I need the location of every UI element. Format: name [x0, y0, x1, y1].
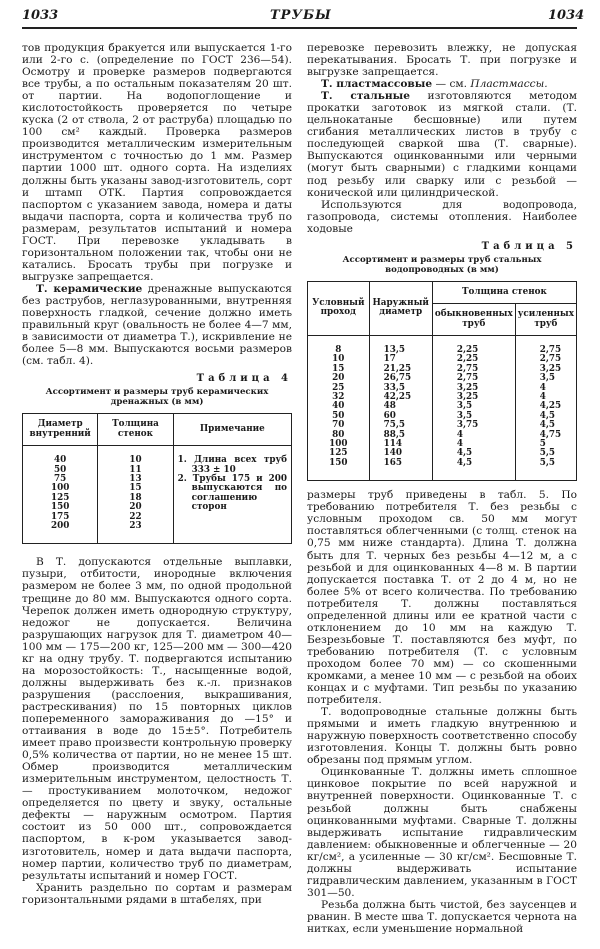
column-header: Примечание: [173, 414, 291, 446]
cell-value: 3,75: [456, 420, 479, 431]
cell-value: 4: [456, 429, 463, 440]
notes-cell: [173, 446, 291, 544]
cell-value: 70: [332, 420, 345, 431]
paragraph: Т. водопроводные стальные должны быть прямыми и иметь гладкую внутреннюю и наружную поверхность соответственно способу изготовления. Концы Т. должны быть ровно обрезаны под прямым углом.: [307, 706, 577, 767]
note-item: 1. Длина всех труб 333 ± 10: [177, 455, 287, 475]
paragraph: [22, 283, 292, 367]
cell-value: 4,25: [539, 401, 562, 412]
cell-value: 4,5: [539, 420, 556, 431]
cell-value: 165: [383, 457, 402, 468]
cell-value: 17: [383, 354, 396, 365]
column-group-header: Толщина стенок: [432, 281, 576, 303]
cell-value: 20: [332, 373, 345, 384]
paragraph: Резьба должна быть чистой, без заусенцев и рванин. В месте шва Т. допускается чернота на нитках, если уменьшение нормальной: [307, 898, 577, 935]
cell-value: 33,5: [383, 382, 406, 393]
note-item: 2. Трубы 175 и 200 выпускаются по соглашению сторон: [177, 473, 287, 513]
cell-value: 3,5: [456, 401, 473, 412]
cell-value: 18: [129, 492, 142, 503]
paragraph: [307, 90, 577, 198]
cell-value: 2,25: [456, 345, 479, 356]
table-caption: Ассортимент и размеры труб стальных водопроводных (в мм): [342, 254, 542, 275]
paragraph: Хранить раздельно по сортам и размерам горизонтальными рядами в штабелях, при: [22, 881, 292, 906]
nominal-bore-cell: [308, 336, 370, 481]
cell-value: 3,25: [456, 382, 479, 393]
cell-value: 5,5: [539, 457, 556, 468]
cell-value: 22: [129, 511, 142, 522]
cell-value: 42,25: [383, 392, 412, 403]
paragraph: тов продукция бракуется или выпускается 1-го или 2-го с. (определение по ГОСТ 236—54). Осмотру и проверке размеров подвергаются все трубы, а по остальным показателям 20 шт. от партии. На водопоглощение и кислотостойкость проверяется по четыре куска (2 от ствола, 2 от раструба) площадью по 100 см² каждый. Проверка размеров производится металлическим измерительным инструментом с точностью до 1 мм. Размер партии 1000 шт. одного сорта. На изделиях должны быть указаны завод-изготовитель, сорт и штамп ОТК. Партия сопровождается паспортом с указанием завода, номера и даты выдачи паспорта, сорта и количества труб по размерам, результатов испытаний и номера ГОСТ. При перевозке укладывать в горизонтальном положении так, чтобы они не катались. Бросать трубы при погрузке и выгрузке запрещается.: [22, 42, 292, 283]
cell-value: 4,5: [456, 448, 473, 459]
paragraph: перевозке перевозить влежку, не допуская перекатывания. Бросать Т. при погрузке и выгрузке запрещается.: [307, 42, 577, 79]
running-title: ТРУБЫ: [270, 8, 332, 23]
paragraph-text: — см.: [432, 78, 471, 91]
table-ceramic-pipes: [22, 413, 292, 544]
ordinary-wall-cell: [432, 336, 515, 481]
paragraph-text: дренажные выпускаются без раструбов, неглазурованными, внутренняя поверхность гладкой, сечение должно иметь правильный круг (овальность не более 4—7 мм, в зависимости от диаметра Т.), искривление не более 5—8 мм. Выпускаются восьми размеров (см. табл. 4).: [22, 282, 292, 368]
column-header: Условный проход: [308, 281, 370, 335]
column-header: обыкновенных труб: [432, 304, 515, 336]
cell-value: 125: [329, 448, 348, 459]
cell-value: 4: [456, 439, 463, 450]
cross-reference: Пластмассы.: [470, 78, 548, 91]
cell-value: 150: [329, 457, 348, 468]
thickness-cell: [98, 446, 173, 544]
cell-value: 3,5: [456, 410, 473, 421]
reinforced-wall-cell: [515, 336, 576, 481]
column-header: усиленных труб: [515, 304, 576, 336]
cell-value: 75,5: [383, 420, 406, 431]
paragraph: размеры труб приведены в табл. 5. По требованию потребителя Т. без резьбы с условным проходом св. 50 мм могут поставляться облегченными (с толщ. стенок на 0,75 мм ниже стандарта). Длина Т. должна быть для Т. черных без резьбы 4—12 м, а с резьбой и для оцинкованных 4—8 м. В партии допускается поставка Т. от 2 до 4 м, но не более 5% от всего количества. По требованию потребителя Т. должны поставляться определенной длины или ее кратной части с отклонением до 10 мм на каждую Т. Безрезьбовые Т. поставляются без муфт, по требованию потребителя (Т. с условным проходом более 70 мм) — со скошенными кромками, а менее 10 мм — с резьбой на обоих концах и с муфтами. Тип резьбы по указанию потребителя.: [307, 489, 577, 707]
term-bold: Т. стальные: [321, 90, 411, 103]
cell-value: 150: [50, 502, 70, 513]
paragraph: В Т. допускаются отдельные выплавки, пузыри, отбитости, инородные включения размером не более 3 мм, по одной продольной трещине до 80 мм. Выпускаются одного сорта. Черепок должен иметь однородную структуру, недожог не допускается. Величина разрушающих нагрузок для Т. диаметром 40—100 мм — 175—200 кг, 125—200 мм — 300—420 кг на одну трубу. Т. подвергаются испытанию на морозостойкость: Т., насыщенные водой, должны выдерживать без к.-л. признаков разрушения (расслоения, выкрашивания, растрескивания) по 15 повторных циклов попеременного замораживания до —15° и оттаивания в воде до 15±5°. Потребитель имеет право произвести контрольную проверку 0,5% количества от партии, но не менее 15 шт. Обмер производится металлическим измерительным инструментом, целостность Т. — простукиванием молоточком, недожог определяется по цвету и звуку, остальные дефекты — наружным осмотром. Партия состоит из 50 000 шт., сопровождается паспортом, в к-ром указывается завод-изготовитель, номер и дата выдачи паспорта, номер партии, количество труб по диаметрам, результаты испытаний и номер ГОСТ.: [22, 556, 293, 882]
table-number: Таблица 5: [481, 240, 577, 252]
table-number: Таблица 4: [196, 373, 292, 385]
cell-value: 2,75: [456, 373, 479, 384]
cell-value: 26,75: [383, 373, 412, 384]
cell-value: 4,5: [539, 410, 556, 421]
diameter-cell: [23, 446, 98, 544]
paragraph: Оцинкованные Т. должны иметь сплошное цинковое покрытие по всей наружной и внутренней поверхности. Оцинкованные Т. с резьбой должны быть снабжены оцинкованными муфтами. Сварные Т. должны выдерживать испытание гидравлическим давлением: обыкновенные и облегченные — 20 кг/см², а усиленные — 30 кг/см². Бесшовные Т. должны выдерживать испытание гидравлическим давлением, указанным в ГОСТ 301—50.: [307, 766, 577, 899]
cell-value: 140: [383, 448, 402, 459]
cell-value: 75: [54, 473, 67, 484]
cell-value: 8: [335, 345, 342, 356]
cell-value: 2,75: [539, 345, 562, 356]
cell-value: 88,5: [383, 429, 406, 440]
cell-value: 200: [50, 520, 70, 531]
paragraph-text: изготовляются методом прокатки заготовок из мягкой стали. (Т. цельнокатаные бесшовные) или путем сгибания металлических листов в трубу с последующей сваркой шва (Т. сварные). Выпускаются оцинкованными или черными (могут быть сварными) с гладкими концами под резьбу или сварку или с резьбой — конической или цилиндрической.: [307, 90, 577, 199]
cell-value: 23: [129, 520, 142, 531]
cell-value: 40: [54, 455, 67, 466]
table-steel-pipes: [307, 281, 577, 482]
table-caption: Ассортимент и размеры труб керамических дренажных (в мм): [45, 387, 269, 408]
term-bold: Т. керамические: [36, 282, 143, 295]
cell-value: 60: [383, 410, 396, 421]
cell-value: 5,5: [539, 448, 556, 459]
page-number-left: 1033: [22, 8, 59, 23]
cell-value: 100: [50, 483, 70, 494]
cell-value: 48: [383, 401, 396, 412]
cell-value: 125: [50, 492, 70, 503]
paragraph: Используются для водопровода, газопровода, системы отопления. Наиболее ходовые: [307, 198, 577, 235]
cell-value: 100: [329, 439, 348, 450]
column-header: Диаметр внутренний: [23, 414, 98, 446]
cell-value: 50: [54, 464, 67, 475]
cell-value: 13: [129, 473, 142, 484]
cell-value: 5: [539, 439, 546, 450]
column-header: Толщина стенок: [98, 414, 173, 446]
cell-value: 10: [332, 354, 345, 365]
cell-value: 11: [129, 464, 142, 475]
cell-value: 4: [539, 382, 546, 393]
right-column: [307, 42, 577, 935]
cell-value: 40: [332, 401, 345, 412]
cell-value: 50: [332, 410, 345, 421]
cell-value: 175: [50, 511, 70, 522]
cell-value: 25: [332, 382, 345, 393]
cell-value: 2,25: [456, 354, 479, 365]
outer-diameter-cell: [369, 336, 432, 481]
page-number-right: 1034: [548, 8, 585, 23]
cell-value: 20: [129, 502, 142, 513]
cell-value: 13,5: [383, 345, 406, 356]
cell-value: 15: [332, 363, 345, 374]
cell-value: 4,5: [456, 457, 473, 468]
cell-value: 15: [129, 483, 142, 494]
header-rule: [22, 27, 577, 29]
cell-value: 32: [332, 392, 345, 403]
paragraph: [307, 78, 577, 90]
cell-value: 2,75: [456, 363, 479, 374]
cell-value: 2,75: [539, 354, 562, 365]
column-header: Наружный диаметр: [369, 281, 432, 335]
cell-value: 3,5: [539, 373, 556, 384]
left-column: [22, 42, 292, 906]
cell-value: 3,25: [456, 392, 479, 403]
cell-value: 4: [539, 392, 546, 403]
cell-value: 80: [332, 429, 345, 440]
cell-value: 3,25: [539, 363, 562, 374]
cell-value: 21,25: [383, 363, 412, 374]
cell-value: 4,75: [539, 429, 562, 440]
term-bold: Т. пластмассовые: [321, 78, 433, 91]
cell-value: 114: [383, 439, 402, 450]
cell-value: 10: [129, 455, 142, 466]
